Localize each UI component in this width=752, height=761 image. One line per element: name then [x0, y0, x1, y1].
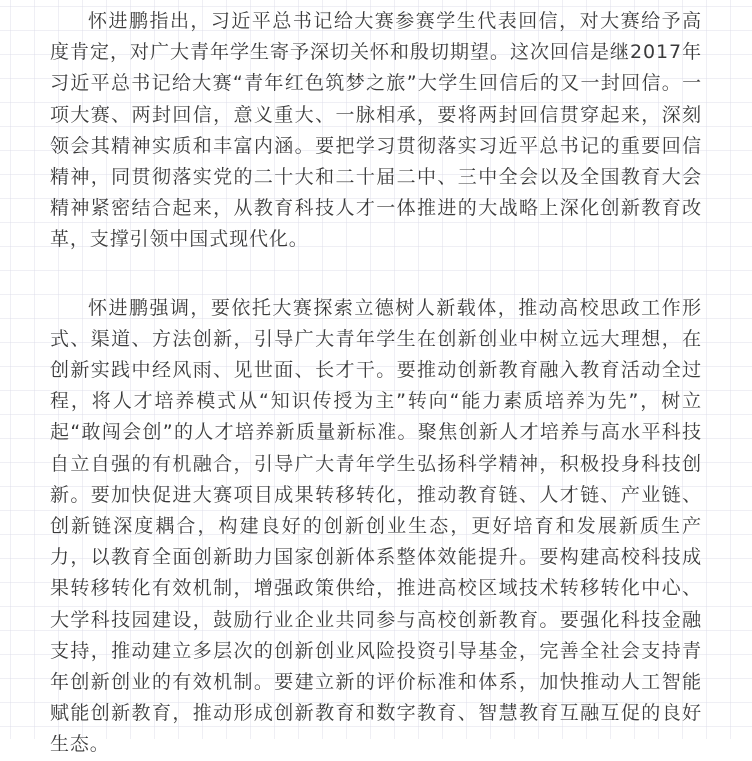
paragraph-1: 怀进鹏指出，习近平总书记给大赛参赛学生代表回信，对大赛给予高度肯定，对广大青年学生寄予深切关怀和殷切期望。这次回信是继2017年习近平总书记给大赛“青年红色筑梦之旅”大学生回信后的又一封回信。一项大赛、两封回信，意义重大、一脉相承，要将两封回信贯穿起来，深刻领会其精神实质和丰富内涵。要把学习贯彻落实习近平总书记的重要回信精神，同贯彻落实党的二十大和二十届二中、三中全会以及全国教育大会精神紧密结合起来，从教育科技人才一体推进的大战略上深化创新教育改革，支撑引领中国式现代化。: [50, 10, 702, 251]
article-body: [50, 6, 702, 761]
paragraph-spacer: [50, 256, 702, 293]
paragraph-2: 怀进鹏强调，要依托大赛探索立德树人新载体，推动高校思政工作形式、渠道、方法创新，引导广大青年学生在创新创业中树立远大理想，在创新实践中经风雨、见世面、长才干。要推动创新教育融入教育活动全过程，将人才培养模式从“知识传授为主”转向“能力素质培养为先”，树立起“敢闯会创”的人才培养新质量新标准。聚焦创新人才培养与高水平科技自立自强的有机融合，引导广大青年学生弘扬科学精神，积极投身科技创新。要加快促进大赛项目成果转移转化，推动教育链、人才链、产业链、创新链深度耦合，构建良好的创新创业生态，更好培育和发展新质生产力，以教育全面创新助力国家创新体系整体效能提升。要构建高校科技成果转移转化有效机制，增强政策供给，推进高校区域技术转移转化中心、大学科技园建设，鼓励行业企业共同参与高校创新教育。要强化科技金融支持，推动建立多层次的创新创业风险投资引导基金，完善全社会支持青年创新创业的有效机制。要建立新的评价标准和体系，加快推动人工智能赋能创新教育，推动形成创新教育和数字教育、智慧教育互融互促的良好生态。: [50, 296, 702, 756]
